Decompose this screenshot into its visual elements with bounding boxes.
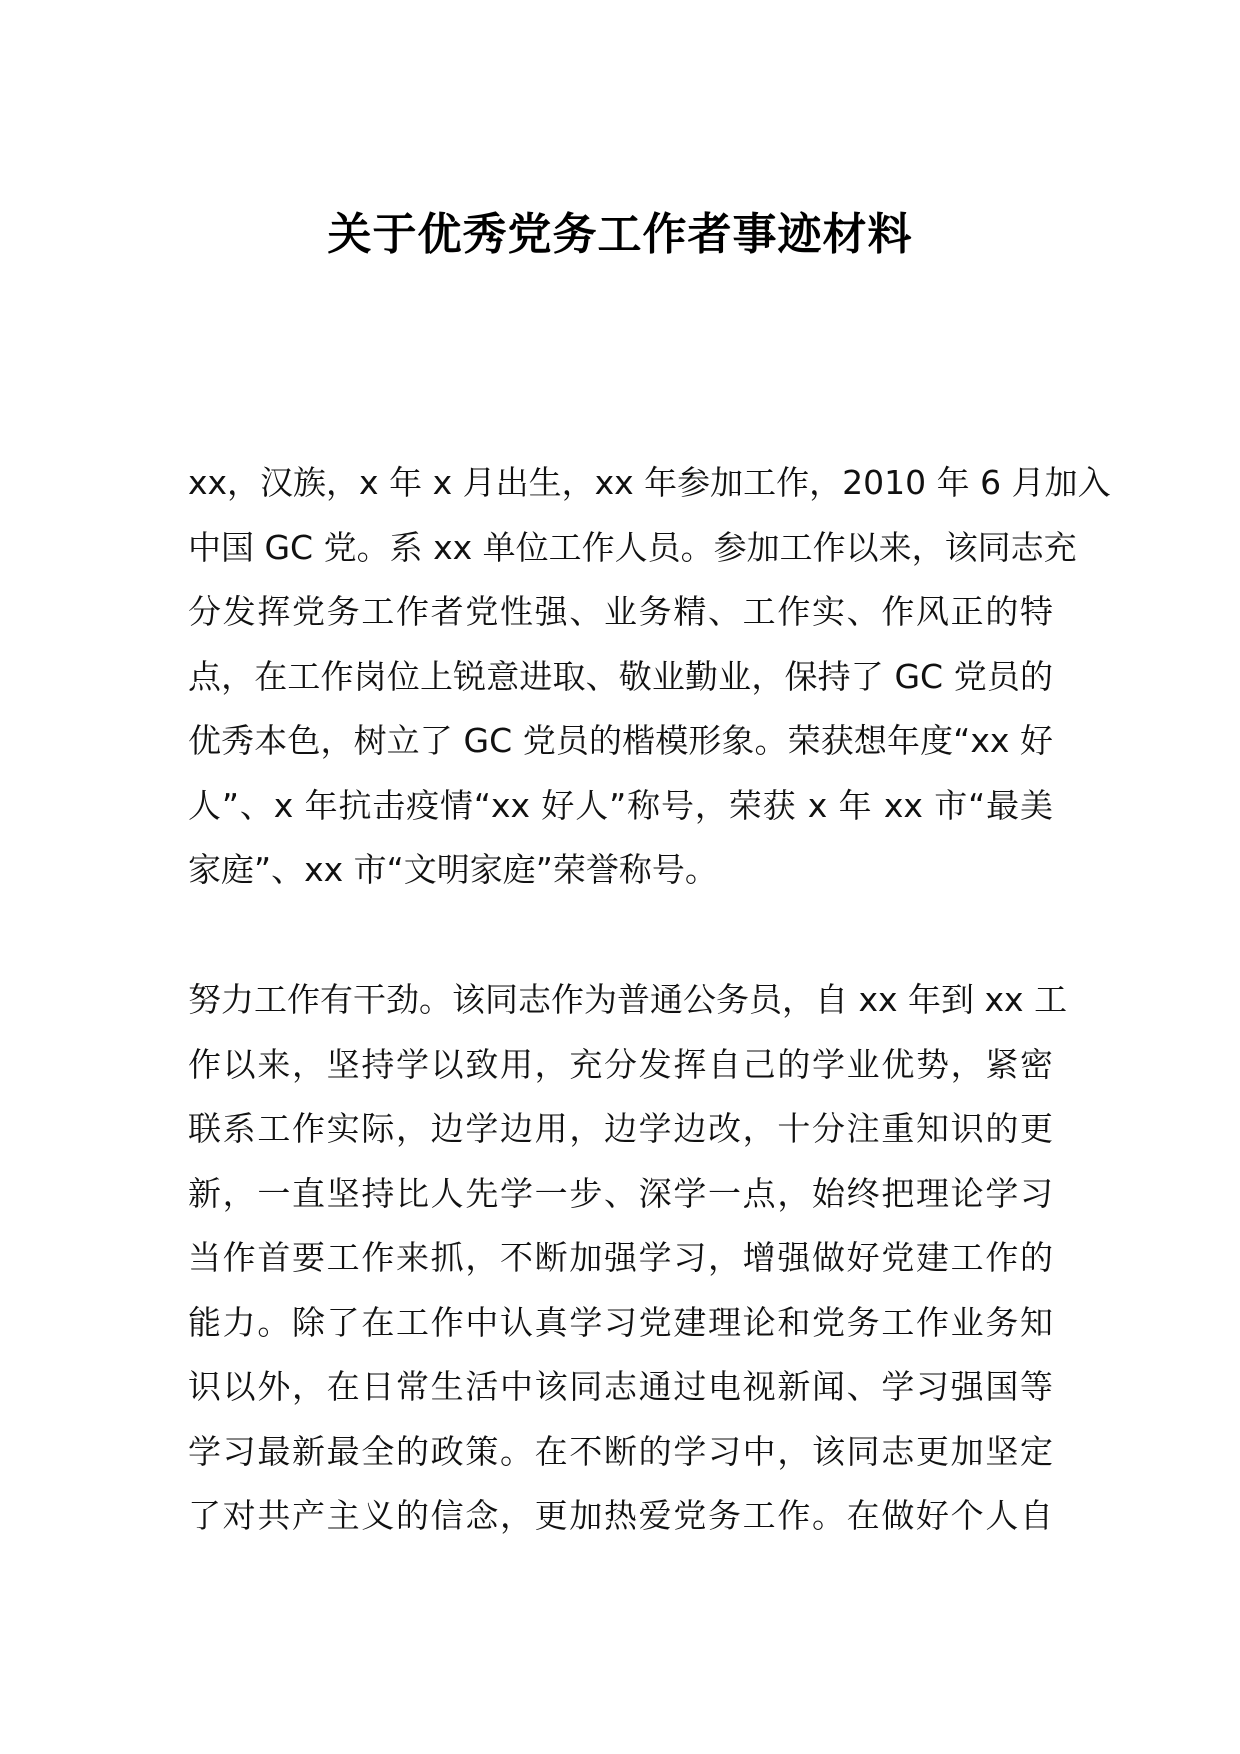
paragraph-line: xx，汉族，x 年 x 月出生，xx 年参加工作，2010 年 6 月加入 [188, 463, 1111, 502]
paragraph-line: 了对共产主义的信念，更加热爱党务工作。在做好个人自 [188, 1496, 1053, 1535]
paragraph-line: 联系工作实际，边学边用，边学边改，十分注重知识的更 [188, 1109, 1053, 1148]
paragraph-line: 优秀本色，树立了 GC 党员的楷模形象。荣获想年度“xx 好 [188, 721, 1053, 760]
paragraph-line: 中国 GC 党。系 xx 单位工作人员。参加工作以来，该同志充 [188, 527, 1077, 567]
paragraph-line: 人”、x 年抗击疫情“xx 好人”称号，荣获 x 年 xx 市“最美 [188, 785, 1053, 825]
paragraph-line: 作以来，坚持学以致用，充分发挥自己的学业优势，紧密 [188, 1044, 1053, 1084]
paragraph-line: 新，一直坚持比人先学一步、深学一点，始终把理论学习 [188, 1173, 1053, 1213]
paragraph-work-effort [188, 968, 1068, 1549]
paragraph-line: 识以外，在日常生活中该同志通过电视新闻、学习强国等 [188, 1367, 1053, 1406]
paragraph-line: 点，在工作岗位上锐意进取、敬业勤业，保持了 GC 党员的 [188, 656, 1053, 696]
paragraph-biography [188, 451, 1111, 903]
paragraph-line: 能力。除了在工作中认真学习党建理论和党务工作业务知 [188, 1302, 1053, 1342]
paragraph-line: 分发挥党务工作者党性强、业务精、工作实、作风正的特 [188, 592, 1053, 631]
document-title: 关于优秀党务工作者事迹材料 [327, 209, 913, 260]
paragraph-line: 当作首要工作来抓，不断加强学习，增强做好党建工作的 [188, 1238, 1053, 1277]
paragraph-line: 学习最新最全的政策。在不断的学习中，该同志更加坚定 [188, 1431, 1053, 1471]
paragraph-line: 家庭”、xx 市“文明家庭”荣誉称号。 [188, 850, 718, 889]
paragraph-line: 努力工作有干劲。该同志作为普通公务员，自 xx 年到 xx 工 [188, 980, 1068, 1019]
